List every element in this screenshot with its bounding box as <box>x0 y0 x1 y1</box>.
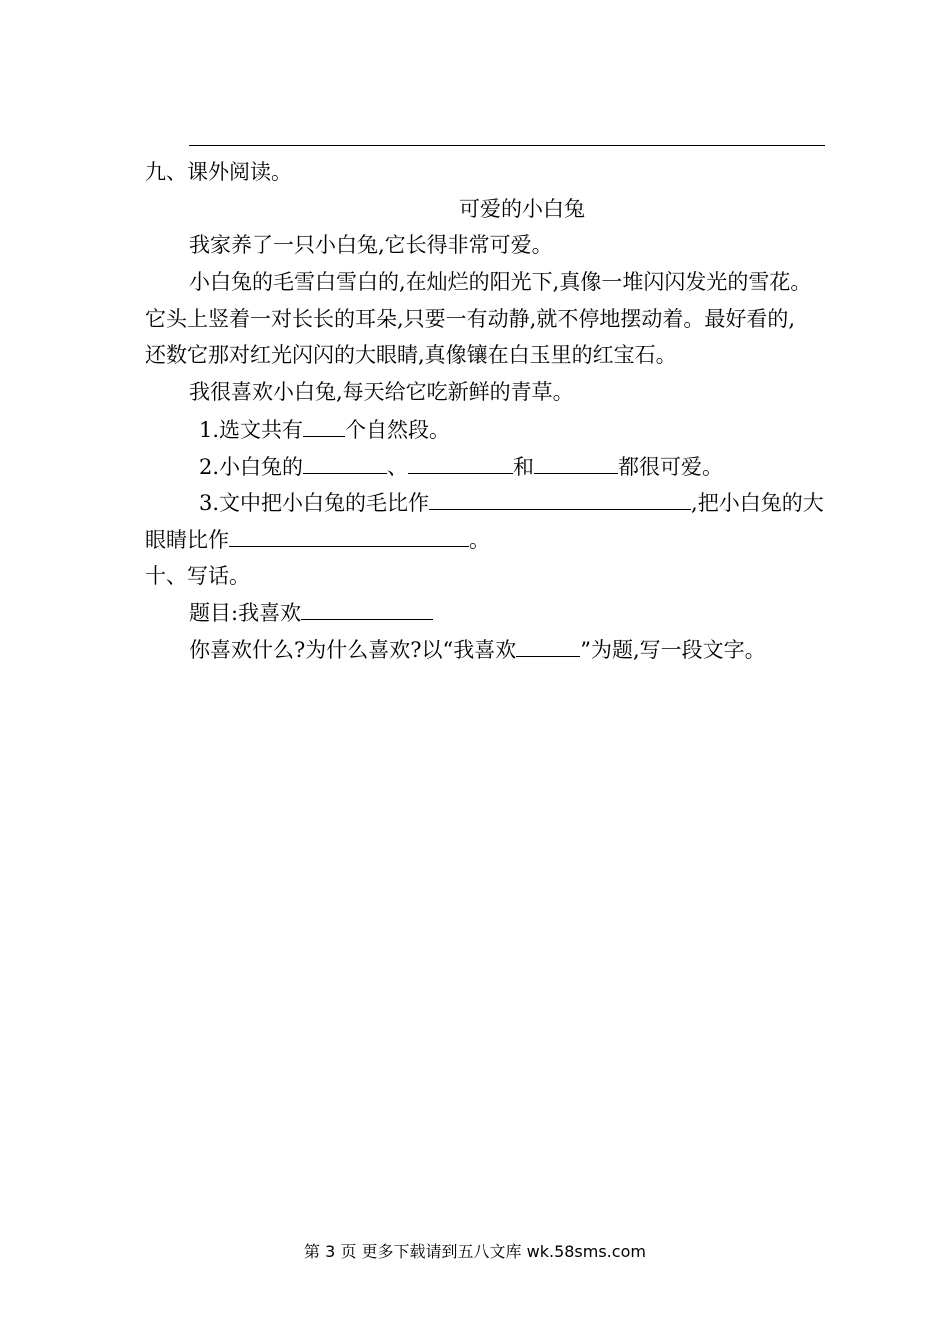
paragraph-1: 我家养了一只小白兔,它长得非常可爱。 <box>189 233 553 257</box>
question-2-prefix: 2.小白兔的 <box>199 455 304 479</box>
paragraph-2-line-2: 它头上竖着一对长长的耳朵,只要一有动静,就不停地摆动着。最好看的, <box>145 307 796 331</box>
question-3-blank-2[interactable] <box>229 524 469 547</box>
writing-prompt <box>189 634 766 665</box>
question-2-suffix: 都很可爱。 <box>618 455 724 479</box>
question-3-middle: ,把小白兔的大 <box>691 491 824 515</box>
question-1-suffix: 个自然段。 <box>345 418 451 442</box>
footer-page-suffix: 页 更多下载请到五八文库 <box>340 1242 522 1261</box>
section-10-heading: 十、写话。 <box>145 564 250 588</box>
question-3-prefix: 3.文中把小白兔的毛比作 <box>199 491 430 515</box>
footer-page-prefix: 第 <box>304 1242 321 1261</box>
question-2-blank-1[interactable] <box>303 451 387 474</box>
question-2 <box>199 451 723 482</box>
question-2-separator-2: 和 <box>513 455 535 479</box>
section-9-heading: 九、课外阅读。 <box>145 160 292 184</box>
writing-prompt-suffix: ”为题,写一段文字。 <box>580 638 766 662</box>
question-3-line-2-prefix: 眼睛比作 <box>145 528 229 552</box>
writing-topic-blank[interactable] <box>301 597 433 620</box>
writing-topic-label: 题目:我喜欢 <box>189 601 302 625</box>
question-2-blank-3[interactable] <box>534 451 618 474</box>
footer-page-number: 3 <box>325 1242 336 1261</box>
question-3-line-2-suffix: 。 <box>469 528 490 552</box>
question-1-blank[interactable] <box>303 414 345 437</box>
paragraph-2-line-3: 还数它那对红光闪闪的大眼睛,真像镶在白玉里的红宝石。 <box>145 343 677 367</box>
writing-prompt-prefix: 你喜欢什么?为什么喜欢?以“我喜欢 <box>189 638 517 662</box>
question-3-blank-1[interactable] <box>429 487 691 510</box>
paragraph-3: 我很喜欢小白兔,每天给它吃新鲜的青草。 <box>189 380 574 404</box>
question-1-prefix: 1.选文共有 <box>199 418 304 442</box>
question-3-line-1 <box>199 487 824 518</box>
question-2-separator-1: 、 <box>387 455 409 479</box>
paragraph-2-line-1: 小白兔的毛雪白雪白的,在灿烂的阳光下,真像一堆闪闪发光的雪花。 <box>189 270 812 294</box>
question-2-blank-2[interactable] <box>408 451 513 474</box>
writing-topic <box>189 597 433 628</box>
passage-title: 可爱的小白兔 <box>459 197 585 221</box>
writing-prompt-blank <box>516 634 580 657</box>
question-1 <box>199 414 450 445</box>
question-3-line-2 <box>145 524 490 555</box>
footer-site-link[interactable]: wk.58sms.com <box>526 1242 646 1261</box>
page-footer <box>0 1240 950 1264</box>
answer-line-top <box>189 145 825 146</box>
